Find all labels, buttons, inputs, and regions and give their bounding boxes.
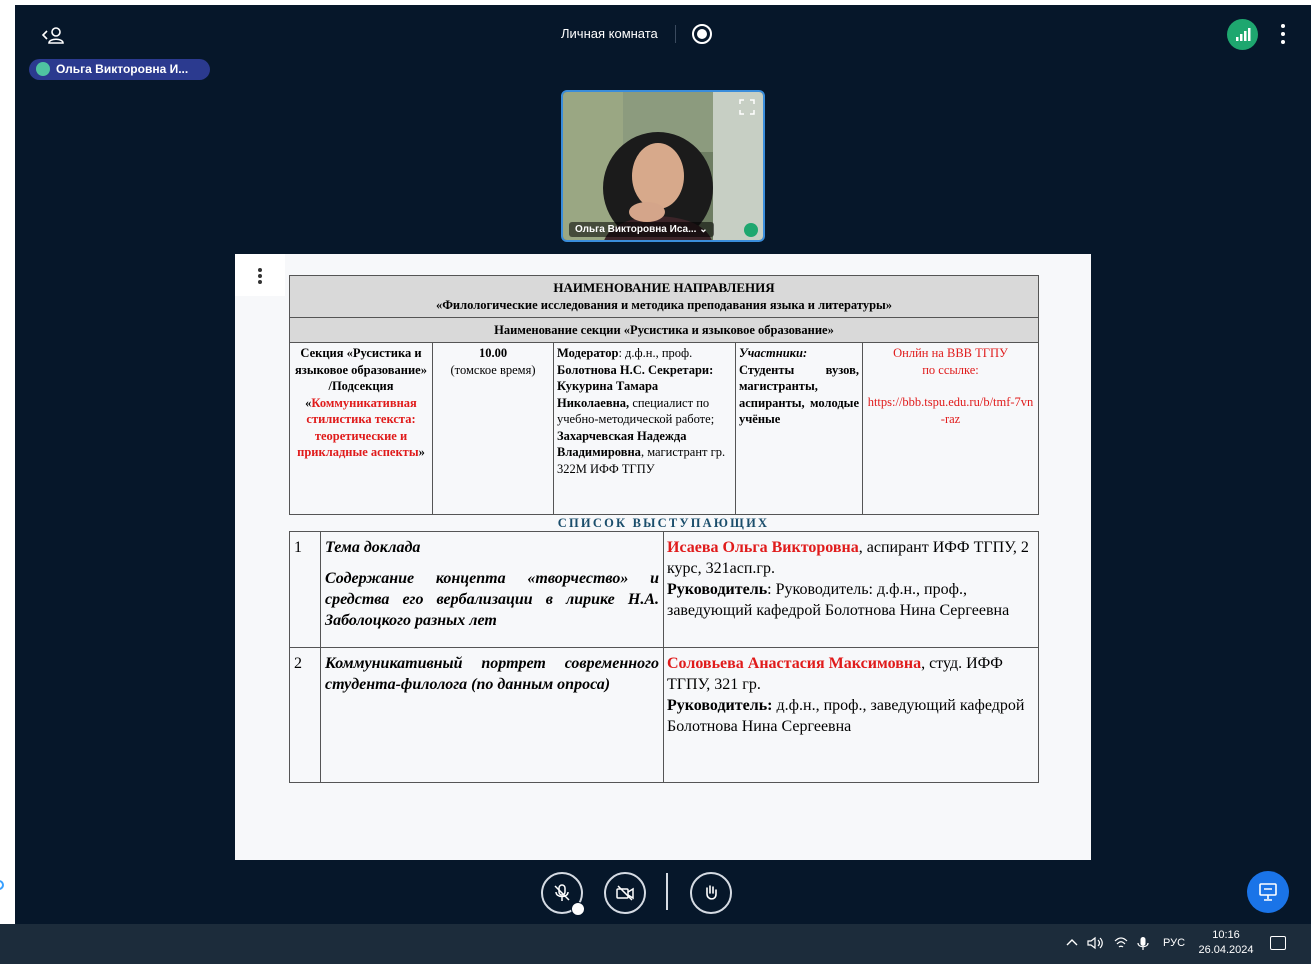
current-talker-indicator[interactable]	[29, 59, 210, 80]
room-title: Личная комната	[561, 26, 658, 41]
expand-icon[interactable]	[739, 99, 755, 115]
camera-toggle-button[interactable]	[604, 872, 646, 914]
record-icon[interactable]	[692, 24, 712, 44]
signal-icon	[1227, 19, 1258, 50]
title-divider	[675, 25, 676, 43]
controls-divider	[666, 873, 668, 910]
webcam-tile[interactable]	[561, 90, 765, 242]
input-language[interactable]: РУС	[1163, 937, 1186, 949]
taskbar	[0, 924, 1311, 964]
subsection-cell: Секция «Русистика и языковое образование» /Подсекция «Коммуникативная стилистика текста: теоретические и прикладные аспекты»	[290, 343, 433, 515]
back-user-icon[interactable]	[41, 25, 67, 47]
section-table	[289, 275, 1039, 515]
speaker-info: Исаева Ольга Викторовна, аспирант ИФФ ТГПУ, 2 курс, 321асп.гр. Руководитель: Руководитель: д.ф.н., проф., заведующий кафедрой Болотнова Нина Сергеевна	[664, 532, 1039, 648]
table-row: 2 Коммуникативный портрет современного студента-филолога (по данным опроса) Соловьева Анастасия Максимовна, студ. ИФФ ТГПУ, 321 гр. Руководитель: д.ф.н., проф., заведующий кафедрой Болотнова Нина Сергеевна	[290, 648, 1039, 783]
moderator-cell: Модератор: д.ф.н., проф. Болотнова Н.С. Секретари: Кукурина Тамара Николаевна, специалист по учебно-методической работе; Захарчевская Надежда Владимировна, магистрант гр. 322М ИФФ ТГПУ	[554, 343, 736, 515]
webcam-user-name: Ольга Викторовна Иса... ⌄	[569, 222, 714, 237]
mic-muted-icon	[552, 883, 572, 903]
participants-cell: Участники: Студенты вузов, магистранты, аспиранты, молодые учёные	[736, 343, 863, 515]
speaker-info: Соловьева Анастасия Максимовна, студ. ИФФ ТГПУ, 321 гр. Руководитель: д.ф.н., проф., заведующий кафедрой Болотнова Нина Сергеевна	[664, 648, 1039, 783]
presentation-options-icon[interactable]	[235, 254, 285, 296]
talker-name: Ольга Викторовна И...	[56, 62, 189, 76]
chevron-up-icon[interactable]	[571, 902, 585, 916]
connection-status-button[interactable]	[1227, 19, 1258, 50]
raise-hand-icon	[701, 883, 721, 903]
presentation-icon	[1257, 881, 1279, 903]
camera-off-icon	[615, 883, 635, 903]
clock[interactable]: 10:16 26.04.2024	[1198, 929, 1254, 956]
volume-icon[interactable]	[1087, 936, 1103, 950]
report-topic: Тема доклада Содержание концепта «творчество» и средства его вербализации в лирике Н.А. Заболоцкого разных лет	[321, 532, 664, 648]
table-row: 1 Тема доклада Содержание концепта «творчество» и средства его вербализации в лирике Н.А. Заболоцкого разных лет Исаева Ольга Викторовна, аспирант ИФФ ТГПУ, 2 курс, 321асп.гр. Руководитель: Руководитель: д.ф.н., проф., заведующий кафедрой Болотнова Нина Сергеевна	[290, 532, 1039, 648]
side-indicator	[0, 880, 4, 890]
wifi-icon[interactable]	[1113, 936, 1129, 950]
presentation-area	[235, 254, 1091, 860]
time-cell: 10.00 (томское время)	[433, 343, 554, 515]
microphone-icon[interactable]	[1137, 936, 1149, 951]
meeting-app	[15, 5, 1311, 924]
report-topic: Коммуникативный портрет современного студента-филолога (по данным опроса)	[321, 648, 664, 783]
speakers-title: СПИСОК ВЫСТУПАЮЩИХ	[557, 516, 770, 530]
webcam-video	[563, 92, 765, 242]
mute-toggle-button[interactable]	[541, 872, 583, 914]
online-cell: Онлйн на ВВВ ТГПУ по ссылке: https://bbb.tspu.edu.ru/b/tmf-7vn-raz	[863, 343, 1039, 515]
program-document	[289, 275, 1038, 783]
mic-icon	[744, 223, 758, 237]
notification-icon[interactable]	[1270, 936, 1286, 950]
online-link[interactable]: https://bbb.tspu.edu.ru/b/tmf-7vn-raz	[867, 395, 1034, 426]
speakers-table	[289, 531, 1039, 783]
raise-hand-button[interactable]	[690, 872, 732, 914]
section-name: Наименование секции «Русистика и языковое образование»	[290, 318, 1039, 343]
presentation-button[interactable]	[1247, 871, 1289, 913]
direction-header: НАИМЕНОВАНИЕ НАПРАВЛЕНИЯ «Филологические исследования и методика преподавания языка и литературы»	[290, 276, 1039, 318]
mic-icon	[36, 62, 50, 76]
chevron-up-icon[interactable]	[1065, 936, 1079, 950]
more-vertical-icon[interactable]	[1275, 21, 1291, 47]
